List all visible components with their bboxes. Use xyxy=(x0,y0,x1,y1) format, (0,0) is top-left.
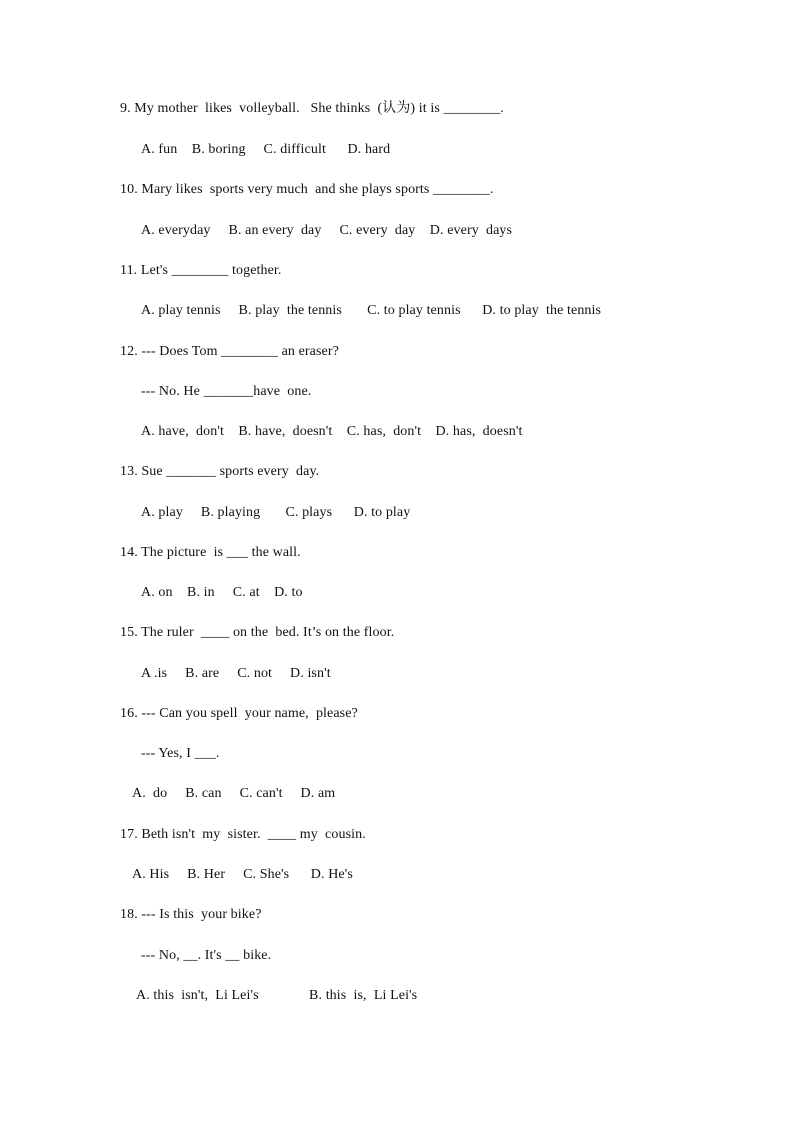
question-12-reply: --- No. He _______have one. xyxy=(141,384,312,399)
question-18-options: A. this isn't, Li Lei's B. this is, Li Lei's xyxy=(136,988,418,1003)
question-11-options: A. play tennis B. play the tennis C. to play tennis D. to play the tennis xyxy=(141,303,602,318)
question-13-options: A. play B. playing C. plays D. to play xyxy=(141,505,411,520)
question-16-reply: --- Yes, I ___. xyxy=(141,746,220,761)
question-17-options: A. His B. Her C. She's D. He's xyxy=(132,867,353,882)
question-18-stem: 18. --- Is this your bike? xyxy=(120,907,262,922)
question-10-options: A. everyday B. an every day C. every day D. every days xyxy=(141,223,513,238)
question-9-options: A. fun B. boring C. difficult D. hard xyxy=(141,142,391,157)
question-17-stem: 17. Beth isn't my sister. ____ my cousin. xyxy=(120,827,366,842)
question-15-stem: 15. The ruler ____ on the bed. It’s on the floor. xyxy=(120,625,395,640)
question-18-reply: --- No, __. It's __ bike. xyxy=(141,948,272,963)
question-14-options: A. on B. in C. at D. to xyxy=(141,585,303,600)
question-12-options: A. have, don't B. have, doesn't C. has, don't D. has, doesn't xyxy=(141,424,523,439)
question-11-stem: 11. Let's ________ together. xyxy=(120,263,282,278)
question-9-stem: 9. My mother likes volleyball. She thinks (认为) it is ________. xyxy=(120,101,504,116)
question-16-stem: 16. --- Can you spell your name, please? xyxy=(120,706,358,721)
question-10-stem: 10. Mary likes sports very much and she plays sports ________. xyxy=(120,182,494,197)
question-12-stem: 12. --- Does Tom ________ an eraser? xyxy=(120,344,339,359)
question-15-options: A .is B. are C. not D. isn't xyxy=(141,666,331,681)
question-14-stem: 14. The picture is ___ the wall. xyxy=(120,545,301,560)
question-13-stem: 13. Sue _______ sports every day. xyxy=(120,464,320,479)
question-16-options: A. do B. can C. can't D. am xyxy=(132,786,336,801)
